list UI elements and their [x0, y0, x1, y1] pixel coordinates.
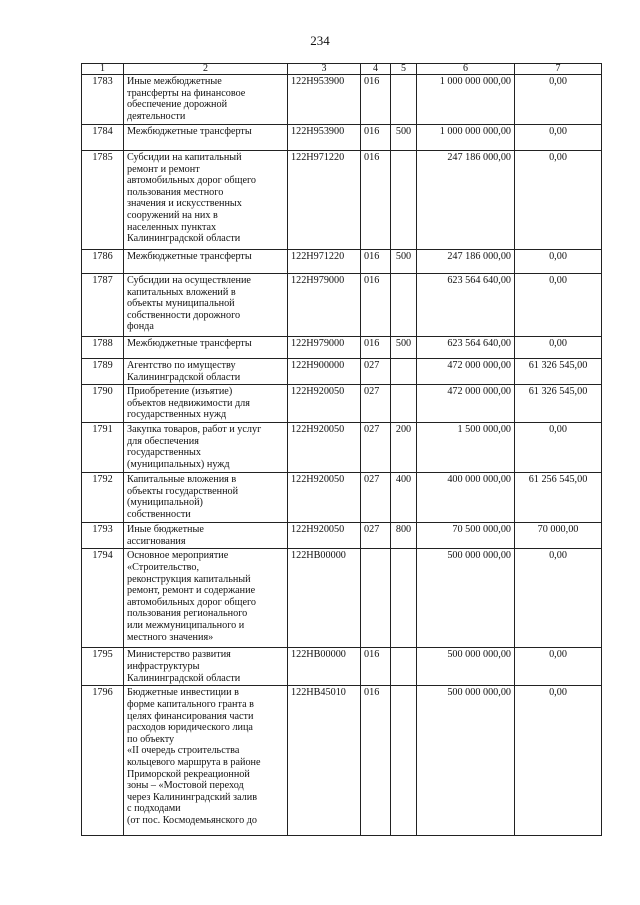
row-name: Агентство по имуществу Калининградской области — [124, 359, 288, 385]
table-row — [82, 523, 602, 549]
row-number: 1792 — [82, 473, 124, 523]
row-name: Иные бюджетные ассигнования — [124, 523, 288, 549]
row-ved: 016 — [361, 274, 391, 337]
row-code: 122HB00000 — [288, 549, 361, 648]
row-code: 122H971220 — [288, 250, 361, 274]
row-sum: 500 000 000,00 — [417, 549, 515, 648]
row-number: 1791 — [82, 423, 124, 473]
col-header-3: 3 — [288, 64, 361, 75]
row-code: 122H953900 — [288, 125, 361, 151]
row-vr: 500 — [391, 250, 417, 274]
row-sum: 472 000 000,00 — [417, 385, 515, 423]
row-number: 1783 — [82, 75, 124, 125]
row-sum2: 0,00 — [515, 75, 602, 125]
table-row — [82, 151, 602, 250]
row-code: 122HB00000 — [288, 648, 361, 686]
row-vr: 500 — [391, 125, 417, 151]
row-code: 122H920050 — [288, 523, 361, 549]
budget-table — [81, 63, 602, 836]
row-sum2: 61 326 545,00 — [515, 359, 602, 385]
row-ved: 016 — [361, 75, 391, 125]
row-sum: 1 000 000 000,00 — [417, 75, 515, 125]
row-sum: 500 000 000,00 — [417, 686, 515, 836]
row-name: Бюджетные инвестиции в форме капитального гранта в целях финансирования части расходов юридического лица по объекту «II очередь строительства кольцевого маршрута в районе Приморской рекреационной зоны – «Мостовой переход через Калининградский залив с подходами (от пос. Космодемьянского до — [124, 686, 288, 836]
row-sum2: 61 256 545,00 — [515, 473, 602, 523]
row-name: Приобретение (изъятие) объектов недвижимости для государственных нужд — [124, 385, 288, 423]
row-name: Межбюджетные трансферты — [124, 250, 288, 274]
row-ved: 027 — [361, 359, 391, 385]
row-name: Основное мероприятие «Строительство, реконструкция капитальный ремонт, ремонт и содержание автомобильных дорог общего пользования регионального или межмуниципального и местного значения» — [124, 549, 288, 648]
row-name: Межбюджетные трансферты — [124, 125, 288, 151]
table-row — [82, 250, 602, 274]
row-sum2: 0,00 — [515, 274, 602, 337]
row-number: 1784 — [82, 125, 124, 151]
col-header-1: 1 — [82, 64, 124, 75]
page-number: 234 — [310, 33, 330, 48]
row-sum: 70 500 000,00 — [417, 523, 515, 549]
row-name: Капитальные вложения в объекты государственной (муниципальной) собственности — [124, 473, 288, 523]
row-sum: 500 000 000,00 — [417, 648, 515, 686]
row-sum2: 0,00 — [515, 151, 602, 250]
row-sum2: 0,00 — [515, 549, 602, 648]
row-ved: 016 — [361, 151, 391, 250]
row-number: 1795 — [82, 648, 124, 686]
row-ved: 016 — [361, 648, 391, 686]
row-sum2: 0,00 — [515, 337, 602, 359]
row-vr — [391, 75, 417, 125]
col-header-6: 6 — [417, 64, 515, 75]
row-vr — [391, 686, 417, 836]
table-row — [82, 337, 602, 359]
row-sum2: 0,00 — [515, 686, 602, 836]
row-sum: 472 000 000,00 — [417, 359, 515, 385]
row-sum2: 61 326 545,00 — [515, 385, 602, 423]
row-name: Межбюджетные трансферты — [124, 337, 288, 359]
table-row — [82, 473, 602, 523]
row-name: Министерство развития инфраструктуры Калининградской области — [124, 648, 288, 686]
table-row — [82, 125, 602, 151]
row-ved: 027 — [361, 473, 391, 523]
row-vr — [391, 385, 417, 423]
col-header-2: 2 — [124, 64, 288, 75]
table-row — [82, 385, 602, 423]
row-number: 1796 — [82, 686, 124, 836]
row-sum: 623 564 640,00 — [417, 274, 515, 337]
row-vr — [391, 359, 417, 385]
row-code: 122HB45010 — [288, 686, 361, 836]
row-ved — [361, 549, 391, 648]
table-row — [82, 359, 602, 385]
row-sum: 623 564 640,00 — [417, 337, 515, 359]
row-code: 122H920050 — [288, 385, 361, 423]
row-sum2: 0,00 — [515, 648, 602, 686]
row-sum: 1 500 000,00 — [417, 423, 515, 473]
row-vr: 200 — [391, 423, 417, 473]
row-number: 1786 — [82, 250, 124, 274]
row-sum2: 0,00 — [515, 125, 602, 151]
col-header-5: 5 — [391, 64, 417, 75]
row-vr: 400 — [391, 473, 417, 523]
row-sum: 400 000 000,00 — [417, 473, 515, 523]
row-ved: 027 — [361, 385, 391, 423]
header-row — [82, 64, 602, 75]
table-row — [82, 549, 602, 648]
row-number: 1793 — [82, 523, 124, 549]
row-sum: 247 186 000,00 — [417, 151, 515, 250]
row-code: 122H979000 — [288, 337, 361, 359]
row-ved: 027 — [361, 523, 391, 549]
row-sum: 1 000 000 000,00 — [417, 125, 515, 151]
col-header-4: 4 — [361, 64, 391, 75]
row-code: 122H979000 — [288, 274, 361, 337]
row-name: Субсидии на осуществление капитальных вложений в объекты муниципальной собственности дорожного фонда — [124, 274, 288, 337]
table-row — [82, 686, 602, 836]
row-code: 122H953900 — [288, 75, 361, 125]
row-ved: 016 — [361, 337, 391, 359]
row-number: 1785 — [82, 151, 124, 250]
row-name: Субсидии на капитальный ремонт и ремонт автомобильных дорог общего пользования местного значения и искусственных сооружений на них в населенных пунктах Калининградской области — [124, 151, 288, 250]
row-code: 122H971220 — [288, 151, 361, 250]
row-code: 122H920050 — [288, 473, 361, 523]
table-row — [82, 423, 602, 473]
row-name: Иные межбюджетные трансферты на финансовое обеспечение дорожной деятельности — [124, 75, 288, 125]
row-number: 1794 — [82, 549, 124, 648]
table-row — [82, 75, 602, 125]
row-vr: 500 — [391, 337, 417, 359]
row-number: 1787 — [82, 274, 124, 337]
row-ved: 016 — [361, 125, 391, 151]
row-vr — [391, 648, 417, 686]
table-row — [82, 648, 602, 686]
row-number: 1788 — [82, 337, 124, 359]
row-number: 1790 — [82, 385, 124, 423]
row-name: Закупка товаров, работ и услуг для обеспечения государственных (муниципальных) нужд — [124, 423, 288, 473]
row-vr — [391, 274, 417, 337]
row-sum2: 0,00 — [515, 250, 602, 274]
row-vr — [391, 549, 417, 648]
table-row — [82, 274, 602, 337]
col-header-7: 7 — [515, 64, 602, 75]
row-sum: 247 186 000,00 — [417, 250, 515, 274]
row-ved: 016 — [361, 250, 391, 274]
row-sum2: 70 000,00 — [515, 523, 602, 549]
row-vr — [391, 151, 417, 250]
row-vr: 800 — [391, 523, 417, 549]
row-ved: 016 — [361, 686, 391, 836]
row-code: 122H900000 — [288, 359, 361, 385]
row-code: 122H920050 — [288, 423, 361, 473]
row-ved: 027 — [361, 423, 391, 473]
row-number: 1789 — [82, 359, 124, 385]
row-sum2: 0,00 — [515, 423, 602, 473]
